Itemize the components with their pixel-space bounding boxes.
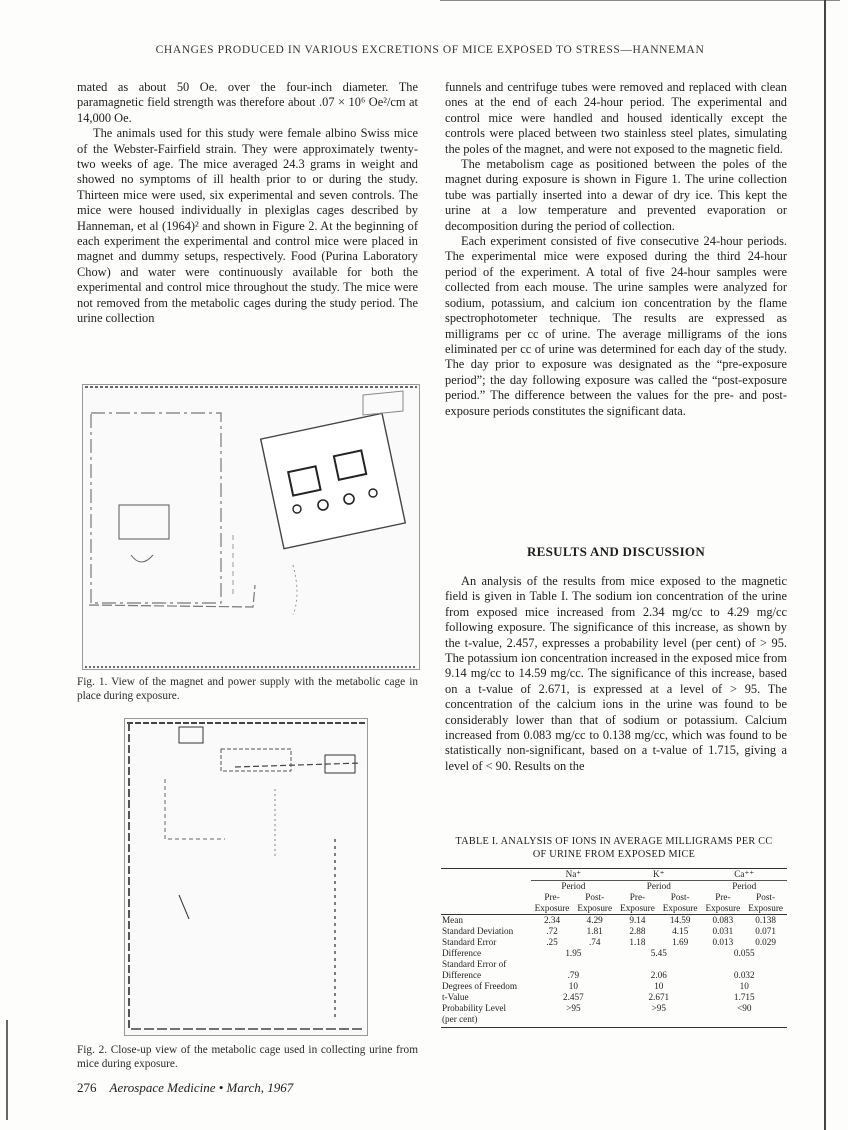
row-label: t-Value xyxy=(442,992,469,1002)
table-cell: 1.95 xyxy=(565,948,582,958)
figure-2-drawing xyxy=(125,719,367,1035)
table-cell: >95 xyxy=(531,1003,616,1028)
table-row-sd xyxy=(441,926,787,937)
right-paragraph-2: The metabolism cage as positioned between the poles of the magnet during exposure is shown in Figure 1. The urine collection tube was partially inserted into a dewar of dry ice. This kept the urine at a low temperature and prevented evaporation or decomposition during the period of collection. xyxy=(445,157,787,233)
table-cell: 0.083 xyxy=(712,915,734,925)
table-title-line-1: TABLE I. ANALYSIS OF IONS IN AVERAGE MILLIGRAMS PER CC xyxy=(455,836,773,847)
pre-label: Pre- xyxy=(715,892,731,902)
figure-1-caption: Fig. 1. View of the magnet and power supply with the metabolic cage in place during exposure. xyxy=(77,676,418,702)
ion-analysis-table xyxy=(441,868,787,1028)
table-cell: 2.88 xyxy=(629,926,646,936)
table-row-se xyxy=(441,937,787,948)
table-cell: 10 xyxy=(739,981,749,991)
left-paragraph-2: The animals used for this study were female albino Swiss mice of the Webster-Fairfield strain. They were approximately twenty-two weeks of age. The mice averaged 24.3 grams in weight and showed no symptoms of ill health prior to or during the study. Thirteen mice were used, six experimental and seven controls. The mice were housed individually in plexiglas cages described by Hanneman, et al (1964)² and shown in Figure 2. At the beginning of each experiment the experimental and control mice were placed in magnet and dummy setups, respectively. Food (Purina Laboratory Chow) and water were continuously available for both the experimental and control mice throughout the study. The mice were not removed from the metabolic cages during the study period. The urine collection xyxy=(77,126,418,326)
table-cell: 5.45 xyxy=(650,948,667,958)
section-heading: RESULTS AND DISCUSSION xyxy=(526,544,706,559)
table-cell: 0.013 xyxy=(712,937,734,947)
table-cell: .79 xyxy=(567,970,580,980)
row-label-line-1: Standard Error of xyxy=(442,959,507,969)
figure-2-caption: Fig. 2. Close-up view of the metabolic cage used in collecting urine from mice during exposure. xyxy=(77,1044,418,1070)
table-cell: 2.457 xyxy=(563,992,584,1002)
table-row-probability xyxy=(441,1003,787,1028)
right-column xyxy=(445,80,787,419)
table-row-t xyxy=(441,992,787,1003)
table-cell: 1.81 xyxy=(586,926,603,936)
row-label: Difference xyxy=(442,948,482,958)
period-label: Period xyxy=(561,881,586,891)
row-label: Degrees of Freedom xyxy=(442,981,518,991)
figure-2-photo xyxy=(124,718,368,1036)
table-cell: 10 xyxy=(568,981,578,991)
table-cell: 1.18 xyxy=(629,937,646,947)
row-label xyxy=(441,1003,531,1028)
scan-edge-right xyxy=(824,0,826,1130)
exposure-label: Exposure xyxy=(702,903,745,915)
table-cell: 0.031 xyxy=(712,926,734,936)
pre-label: Pre- xyxy=(544,892,560,902)
table-cell: 0.032 xyxy=(733,970,755,980)
post-label: Post- xyxy=(670,892,690,902)
table-cell: 2.671 xyxy=(648,992,670,1002)
table-cell: 10 xyxy=(654,981,664,991)
exposure-label: Exposure xyxy=(573,903,616,915)
row-label: Standard Deviation xyxy=(442,926,514,936)
table-row-sed xyxy=(441,959,787,981)
table-cell: 0.055 xyxy=(733,948,755,958)
table-cell: 14.59 xyxy=(669,915,691,925)
table-cell: 9.14 xyxy=(629,915,646,925)
table-cell: 0.138 xyxy=(755,915,776,925)
left-column xyxy=(77,80,418,327)
ion-header-na: Na⁺ xyxy=(531,869,616,881)
right-column-results xyxy=(445,574,787,774)
table-cell: .25 xyxy=(546,937,558,947)
running-head: CHANGES PRODUCED IN VARIOUS EXCRETIONS OF MICE EXPOSED TO STRESS—HANNEMAN xyxy=(155,44,705,56)
pre-label: Pre- xyxy=(629,892,646,902)
table-ion-header-row xyxy=(441,869,787,881)
table-cell: 0.071 xyxy=(755,926,776,936)
table-cell: >95 xyxy=(616,1003,701,1028)
row-label xyxy=(441,959,531,981)
table-period-row xyxy=(441,881,787,893)
table-row-df xyxy=(441,981,787,992)
left-paragraph-1: mated as about 50 Oe. over the four-inch diameter. The paramagnetic field strength was therefore about .07 × 10⁶ Oe²/cm at 14,000 Oe. xyxy=(77,80,418,125)
exposure-label: Exposure xyxy=(616,903,659,915)
period-label: Period xyxy=(646,881,671,891)
row-label: Mean xyxy=(442,915,463,925)
table-cell: 4.15 xyxy=(672,926,689,936)
ion-header-k: K⁺ xyxy=(616,869,701,881)
journal-citation: Aerospace Medicine • March, 1967 xyxy=(109,1080,294,1095)
post-label: Post- xyxy=(756,892,776,902)
table-cell: 2.34 xyxy=(543,915,561,925)
table-row-difference xyxy=(441,948,787,959)
figure-1-photo xyxy=(82,384,420,670)
row-label-line-2: Difference xyxy=(442,970,482,980)
table-cell: .72 xyxy=(546,926,558,936)
table-title-line-2: OF URINE FROM EXPOSED MICE xyxy=(532,848,696,860)
table-cell: .74 xyxy=(588,937,601,947)
exposure-label: Exposure xyxy=(531,903,574,915)
row-label: Standard Error xyxy=(442,937,497,947)
table-cell: 4.29 xyxy=(586,915,603,925)
table-cell: 2.06 xyxy=(650,970,667,980)
scan-edge-left xyxy=(6,1020,8,1120)
right-paragraph-3: Each experiment consisted of five consecutive 24-hour periods. The experimental mice were exposed during the third 24-hour period of the experiment. A total of five 24-hour samples were collected from each mouse. The urine samples were analyzed for sodium, potassium, and calcium ion concentration by the flame spectrophotometer technique. The results are expressed as milligrams per cc of urine. The average milligrams of the ions eliminated per cc of urine was determined for each day of the study. The day prior to exposure was designated as the “pre-exposure period”; the day following exposure was called the “post-exposure period.” The difference between the values for the pre- and post-exposure periods constitutes the significant data. xyxy=(445,234,787,418)
page-footer xyxy=(77,1080,293,1096)
table-title xyxy=(441,836,787,861)
row-label-line-2: (per cent) xyxy=(442,1014,478,1024)
table-cell: 1.69 xyxy=(672,937,689,947)
row-label-line-1: Probability Level xyxy=(442,1003,507,1013)
right-paragraph-1: funnels and centrifuge tubes were removed and replaced with clean ones at the end of each 24-hour period. The experimental and control mice were handled and housed identically except the controls were placed between two stainless steel plates, simulating the poles of the magnet, and were not exposed to the magnetic field. xyxy=(445,80,787,156)
results-paragraph: An analysis of the results from mice exposed to the magnetic field is given in Table I. The sodium ion concentration of the urine from exposed mice increased from 2.34 mg/cc to 4.29 mg/cc following exposure. The significance of this increase, as shown by the t-value, 2.457, expresses a probability level (per cent) of > 95. The potassium ion concentration increased in the exposed mice from 9.14 mg/cc to 14.59 mg/cc. The significance of this increase, based on a t-value of 2.671, is expressed at a level of > 95. The concentration of the calcium ions in the urine was found to be considerably lower than that of sodium or potassium. Calcium increased from 0.083 mg/cc to 0.138 mg/cc, which was found to be statistically non-significant, based on a t-value of 1.715, giving a level of < 90. Results on the xyxy=(445,574,787,773)
table-cell: <90 xyxy=(702,1003,787,1028)
period-label: Period xyxy=(732,881,757,891)
exposure-label: Exposure xyxy=(744,903,787,915)
post-label: Post- xyxy=(585,892,605,902)
table-exposure-row xyxy=(441,903,787,915)
table-cell: 1.715 xyxy=(733,992,755,1002)
exposure-label: Exposure xyxy=(659,903,702,915)
page-number: 276 xyxy=(77,1080,97,1095)
table-row-mean xyxy=(441,915,787,927)
table-cell: 0.029 xyxy=(755,937,776,947)
ion-header-ca: Ca⁺⁺ xyxy=(702,869,787,881)
scan-edge-top xyxy=(440,0,840,1)
figure-1-drawing xyxy=(83,385,419,669)
table-prepost-row xyxy=(441,892,787,903)
